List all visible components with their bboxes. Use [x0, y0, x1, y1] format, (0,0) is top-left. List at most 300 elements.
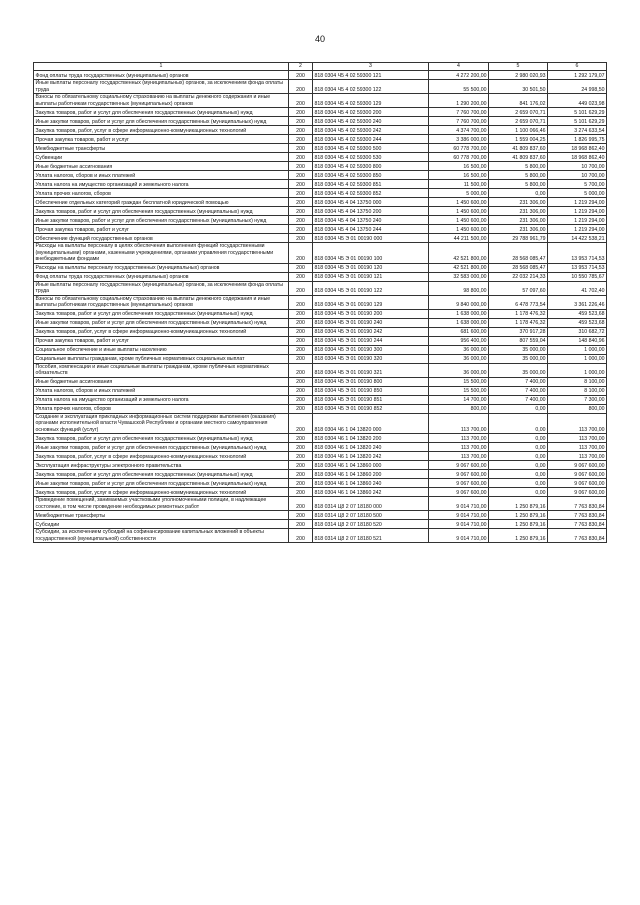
row-executed-cell: 231 306,00	[489, 198, 548, 207]
table-row	[34, 225, 607, 234]
row-budget-code-cell: 818 0304 Ч5 Э 01 00190 244	[313, 336, 429, 345]
row-line-code-cell: 200	[289, 216, 313, 225]
row-budget-code-cell: 818 0304 Ч5 Э 01 00190 800	[313, 377, 429, 386]
row-name-cell: Эксплуатация инфраструктуры электронного правительства	[34, 461, 289, 470]
row-line-code-cell: 200	[289, 225, 313, 234]
row-unexecuted-cell: 7 763 830,84	[548, 529, 607, 543]
row-approved-cell: 1 450 600,00	[429, 225, 489, 234]
table-row	[34, 377, 607, 386]
row-executed-cell: 7 400,00	[489, 386, 548, 395]
row-executed-cell: 30 501,50	[489, 80, 548, 94]
row-unexecuted-cell: 449 023,98	[548, 94, 607, 108]
row-name-cell: Расходы на выплаты персоналу государственных (муниципальных) органов	[34, 263, 289, 272]
row-line-code-cell: 200	[289, 336, 313, 345]
row-line-code-cell: 200	[289, 180, 313, 189]
row-budget-code-cell: 818 0304 Ч5 4 02 59300 850	[313, 171, 429, 180]
table-row	[34, 135, 607, 144]
row-budget-code-cell: 818 0304 Ч5 4 02 59300 240	[313, 117, 429, 126]
column-number: 2	[289, 63, 313, 71]
row-name-cell: Закупка товаров, работ, услуг в сфере информационно-коммуникационных технологий	[34, 452, 289, 461]
row-name-cell: Иные закупки товаров, работ и услуг для обеспечения государственных (муниципальных) нужд	[34, 479, 289, 488]
row-budget-code-cell: 818 0304 Ч5 Э 01 00190 120	[313, 263, 429, 272]
table-row	[34, 295, 607, 309]
row-approved-cell: 36 000,00	[429, 363, 489, 377]
row-unexecuted-cell: 8 100,00	[548, 386, 607, 395]
row-executed-cell: 1 178 476,32	[489, 309, 548, 318]
row-executed-cell: 0,00	[489, 434, 548, 443]
row-unexecuted-cell: 18 968 862,40	[548, 153, 607, 162]
table-row	[34, 443, 607, 452]
row-budget-code-cell: 818 0314 Ц8 2 07 18180 520	[313, 520, 429, 529]
row-unexecuted-cell: 13 953 714,53	[548, 263, 607, 272]
row-budget-code-cell: 818 0304 Ч5 Э 01 00190 320	[313, 354, 429, 363]
row-budget-code-cell: 818 0304 Ч5 Э 01 00190 321	[313, 363, 429, 377]
row-approved-cell: 9 014 710,00	[429, 511, 489, 520]
table-row	[34, 327, 607, 336]
table-row	[34, 153, 607, 162]
table-row	[34, 216, 607, 225]
row-unexecuted-cell: 800,00	[548, 404, 607, 413]
row-line-code-cell: 200	[289, 511, 313, 520]
row-budget-code-cell: 818 0304 Ч6 1 04 13860 200	[313, 470, 429, 479]
row-line-code-cell: 200	[289, 135, 313, 144]
row-approved-cell: 9 014 710,00	[429, 497, 489, 511]
row-budget-code-cell: 818 0304 Ч5 4 02 59300 500	[313, 144, 429, 153]
row-budget-code-cell: 818 0304 Ч6 1 04 13820 242	[313, 452, 429, 461]
row-budget-code-cell: 818 0314 Ц8 2 07 18180 000	[313, 497, 429, 511]
row-executed-cell: 0,00	[489, 479, 548, 488]
row-line-code-cell: 200	[289, 345, 313, 354]
row-approved-cell: 9 067 600,00	[429, 470, 489, 479]
row-unexecuted-cell: 459 523,68	[548, 318, 607, 327]
row-budget-code-cell: 818 0304 Ч5 4 04 13750 000	[313, 198, 429, 207]
row-executed-cell: 0,00	[489, 413, 548, 434]
row-executed-cell: 0,00	[489, 443, 548, 452]
row-unexecuted-cell: 310 682,72	[548, 327, 607, 336]
row-executed-cell: 7 400,00	[489, 377, 548, 386]
row-budget-code-cell: 818 0304 Ч5 4 02 59300 530	[313, 153, 429, 162]
table-row	[34, 404, 607, 413]
table-row	[34, 108, 607, 117]
row-line-code-cell: 200	[289, 377, 313, 386]
row-unexecuted-cell: 7 763 830,84	[548, 520, 607, 529]
row-approved-cell: 800,00	[429, 404, 489, 413]
row-unexecuted-cell: 10 550 785,67	[548, 272, 607, 281]
row-name-cell: Уплата налога на имущество организаций и земельного налога	[34, 395, 289, 404]
row-line-code-cell: 200	[289, 117, 313, 126]
table-row	[34, 470, 607, 479]
row-budget-code-cell: 818 0304 Ч5 Э 01 00190 121	[313, 272, 429, 281]
row-approved-cell: 3 386 000,00	[429, 135, 489, 144]
table-row	[34, 354, 607, 363]
row-approved-cell: 32 583 000,00	[429, 272, 489, 281]
row-name-cell: Прочая закупка товаров, работ и услуг	[34, 336, 289, 345]
row-line-code-cell: 200	[289, 470, 313, 479]
row-line-code-cell: 200	[289, 434, 313, 443]
row-approved-cell: 1 450 600,00	[429, 207, 489, 216]
row-line-code-cell: 200	[289, 386, 313, 395]
row-name-cell: Иные закупки товаров, работ и услуг для обеспечения государственных (муниципальных) нужд	[34, 117, 289, 126]
row-budget-code-cell: 818 0304 Ч5 Э 01 00190 242	[313, 327, 429, 336]
row-executed-cell: 35 000,00	[489, 345, 548, 354]
row-unexecuted-cell: 113 700,00	[548, 434, 607, 443]
row-line-code-cell: 200	[289, 189, 313, 198]
row-line-code-cell: 200	[289, 404, 313, 413]
row-executed-cell: 1 559 004,25	[489, 135, 548, 144]
row-budget-code-cell: 818 0304 Ч5 4 02 59300 200	[313, 108, 429, 117]
row-approved-cell: 9 014 710,00	[429, 520, 489, 529]
row-name-cell: Расходы на выплаты персоналу в целях обеспечения выполнения функций государственными (муниципальными) органами, казенными учреждениями, органами управления государственными внебюджетными фондами	[34, 243, 289, 264]
row-budget-code-cell: 818 0304 Ч5 4 02 59300 800	[313, 162, 429, 171]
row-approved-cell: 1 638 000,00	[429, 309, 489, 318]
row-name-cell: Создание и эксплуатация прикладных информационных систем поддержки выполнения (оказания) органами исполнительной власти Чувашской Республики и органами местного самоуправления основных функций (услуг)	[34, 413, 289, 434]
row-unexecuted-cell: 1 219 294,00	[548, 216, 607, 225]
row-budget-code-cell: 818 0304 Ч6 1 04 13820 240	[313, 443, 429, 452]
table-row	[34, 189, 607, 198]
row-line-code-cell: 200	[289, 94, 313, 108]
row-executed-cell: 0,00	[489, 404, 548, 413]
row-unexecuted-cell: 10 700,00	[548, 171, 607, 180]
table-row	[34, 71, 607, 80]
row-approved-cell: 5 000,00	[429, 189, 489, 198]
row-name-cell: Иные закупки товаров, работ и услуг для обеспечения государственных (муниципальных) нужд	[34, 318, 289, 327]
table-row	[34, 336, 607, 345]
row-line-code-cell: 200	[289, 207, 313, 216]
row-unexecuted-cell: 113 700,00	[548, 452, 607, 461]
row-executed-cell: 1 178 476,32	[489, 318, 548, 327]
row-budget-code-cell: 818 0304 Ч5 4 02 59300 244	[313, 135, 429, 144]
row-unexecuted-cell: 9 067 600,00	[548, 488, 607, 497]
row-name-cell: Обеспечение функций государственных органов	[34, 234, 289, 243]
row-executed-cell: 5 800,00	[489, 180, 548, 189]
row-approved-cell: 42 521 800,00	[429, 263, 489, 272]
table-row	[34, 413, 607, 434]
row-executed-cell: 231 306,00	[489, 225, 548, 234]
row-name-cell: Иные бюджетные ассигнования	[34, 377, 289, 386]
row-budget-code-cell: 818 0304 Ч5 4 04 13750 240	[313, 216, 429, 225]
row-unexecuted-cell: 3 361 226,46	[548, 295, 607, 309]
table-row	[34, 198, 607, 207]
row-name-cell: Иные выплаты персоналу государственных (муниципальных) органов, за исключением фонда оплаты труда	[34, 281, 289, 295]
row-name-cell: Взносы по обязательному социальному страхованию на выплаты денежного содержания и иные выплаты работникам государственных (муниципальных) органов	[34, 94, 289, 108]
row-approved-cell: 7 760 700,00	[429, 117, 489, 126]
row-budget-code-cell: 818 0304 Ч5 Э 01 00190 000	[313, 234, 429, 243]
row-name-cell: Закупка товаров, работ, услуг в сфере информационно-коммуникационных технологий	[34, 126, 289, 135]
row-executed-cell: 1 250 879,16	[489, 511, 548, 520]
row-executed-cell: 2 980 020,93	[489, 71, 548, 80]
row-line-code-cell: 200	[289, 309, 313, 318]
row-name-cell: Уплата прочих налогов, сборов	[34, 404, 289, 413]
row-name-cell: Взносы по обязательному социальному страхованию на выплаты денежного содержания и иные выплаты работникам государственных (муниципальных) органов	[34, 295, 289, 309]
row-executed-cell: 231 306,00	[489, 207, 548, 216]
row-approved-cell: 1 450 600,00	[429, 198, 489, 207]
row-line-code-cell: 200	[289, 529, 313, 543]
row-executed-cell: 1 250 879,16	[489, 529, 548, 543]
table-row	[34, 318, 607, 327]
row-name-cell: Межбюджетные трансферты	[34, 511, 289, 520]
column-number: 3	[313, 63, 429, 71]
row-name-cell: Фонд оплаты труда государственных (муниципальных) органов	[34, 71, 289, 80]
row-approved-cell: 44 211 500,00	[429, 234, 489, 243]
row-unexecuted-cell: 3 274 633,54	[548, 126, 607, 135]
row-executed-cell: 35 000,00	[489, 363, 548, 377]
row-line-code-cell: 200	[289, 488, 313, 497]
row-budget-code-cell: 818 0304 Ч5 Э 01 00190 100	[313, 243, 429, 264]
row-name-cell: Субвенции	[34, 153, 289, 162]
row-approved-cell: 956 400,00	[429, 336, 489, 345]
row-unexecuted-cell: 13 953 714,53	[548, 243, 607, 264]
row-name-cell: Прочая закупка товаров, работ и услуг	[34, 135, 289, 144]
row-unexecuted-cell: 113 700,00	[548, 413, 607, 434]
row-budget-code-cell: 818 0304 Ч5 4 02 59300 122	[313, 80, 429, 94]
row-name-cell: Социальные выплаты гражданам, кроме публичных нормативных социальных выплат	[34, 354, 289, 363]
row-approved-cell: 113 700,00	[429, 452, 489, 461]
row-name-cell: Приведение помещений, занимаемых участковыми уполномоченными полиции, в надлежащее состояние, в том числе проведение необходимых ремонтных работ	[34, 497, 289, 511]
row-budget-code-cell: 818 0304 Ч5 4 02 59300 852	[313, 189, 429, 198]
row-line-code-cell: 200	[289, 71, 313, 80]
row-unexecuted-cell: 9 067 600,00	[548, 470, 607, 479]
row-name-cell: Закупка товаров, работ и услуг для обеспечения государственных (муниципальных) нужд	[34, 309, 289, 318]
row-unexecuted-cell: 5 101 629,29	[548, 117, 607, 126]
row-executed-cell: 1 250 879,16	[489, 520, 548, 529]
row-name-cell: Уплата налога на имущество организаций и земельного налога	[34, 180, 289, 189]
table-row	[34, 144, 607, 153]
table-row	[34, 434, 607, 443]
row-unexecuted-cell: 1 292 179,07	[548, 71, 607, 80]
row-approved-cell: 36 000,00	[429, 354, 489, 363]
row-approved-cell: 9 067 600,00	[429, 488, 489, 497]
row-line-code-cell: 200	[289, 295, 313, 309]
row-name-cell: Иные закупки товаров, работ и услуг для обеспечения государственных (муниципальных) нужд	[34, 216, 289, 225]
row-executed-cell: 1 250 879,16	[489, 497, 548, 511]
row-unexecuted-cell: 24 998,50	[548, 80, 607, 94]
column-number: 6	[548, 63, 607, 71]
row-name-cell: Иные выплаты персоналу государственных (муниципальных) органов, за исключением фонда оплаты труда	[34, 80, 289, 94]
row-approved-cell: 60 778 700,00	[429, 144, 489, 153]
row-name-cell: Иные бюджетные ассигнования	[34, 162, 289, 171]
column-number: 1	[34, 63, 289, 71]
row-budget-code-cell: 818 0314 Ц8 2 07 18180 521	[313, 529, 429, 543]
row-executed-cell: 2 659 070,71	[489, 108, 548, 117]
row-budget-code-cell: 818 0304 Ч5 4 04 13750 244	[313, 225, 429, 234]
row-line-code-cell: 200	[289, 497, 313, 511]
row-executed-cell: 2 659 070,71	[489, 117, 548, 126]
row-approved-cell: 4 374 700,00	[429, 126, 489, 135]
row-executed-cell: 7 400,00	[489, 395, 548, 404]
row-approved-cell: 16 500,00	[429, 162, 489, 171]
row-executed-cell: 57 097,60	[489, 281, 548, 295]
row-unexecuted-cell: 113 700,00	[548, 443, 607, 452]
row-line-code-cell: 200	[289, 479, 313, 488]
row-line-code-cell: 200	[289, 363, 313, 377]
row-executed-cell: 0,00	[489, 488, 548, 497]
row-name-cell: Субсидии, за исключением субсидий на софинансирование капитальных вложений в объекты государственной (муниципальной) собственности	[34, 529, 289, 543]
column-number: 4	[429, 63, 489, 71]
row-unexecuted-cell: 1 000,00	[548, 363, 607, 377]
row-executed-cell: 28 568 085,47	[489, 243, 548, 264]
row-executed-cell: 22 032 214,33	[489, 272, 548, 281]
row-budget-code-cell: 818 0304 Ч6 1 04 13820 200	[313, 434, 429, 443]
row-line-code-cell: 200	[289, 243, 313, 264]
table-row	[34, 263, 607, 272]
row-name-cell: Закупка товаров, работ и услуг для обеспечения государственных (муниципальных) нужд	[34, 470, 289, 479]
table-row	[34, 529, 607, 543]
row-approved-cell: 60 778 700,00	[429, 153, 489, 162]
row-line-code-cell: 200	[289, 520, 313, 529]
column-number: 5	[489, 63, 548, 71]
row-unexecuted-cell: 14 422 538,21	[548, 234, 607, 243]
row-executed-cell: 0,00	[489, 189, 548, 198]
row-unexecuted-cell: 7 763 830,84	[548, 497, 607, 511]
row-unexecuted-cell: 1 219 294,00	[548, 225, 607, 234]
table-row	[34, 117, 607, 126]
row-line-code-cell: 200	[289, 126, 313, 135]
row-unexecuted-cell: 9 067 600,00	[548, 479, 607, 488]
row-name-cell: Закупка товаров, работ, услуг в сфере информационно-коммуникационных технологий	[34, 488, 289, 497]
row-approved-cell: 9 840 000,00	[429, 295, 489, 309]
table-row	[34, 395, 607, 404]
row-approved-cell: 7 760 700,00	[429, 108, 489, 117]
row-approved-cell: 55 500,00	[429, 80, 489, 94]
table-row	[34, 488, 607, 497]
budget-execution-table	[33, 62, 607, 543]
row-name-cell: Уплата прочих налогов, сборов	[34, 189, 289, 198]
row-executed-cell: 35 000,00	[489, 354, 548, 363]
row-budget-code-cell: 818 0304 Ч5 Э 01 00190 200	[313, 309, 429, 318]
row-line-code-cell: 200	[289, 198, 313, 207]
row-approved-cell: 14 700,00	[429, 395, 489, 404]
column-number-row	[34, 63, 607, 71]
row-executed-cell: 0,00	[489, 452, 548, 461]
row-approved-cell: 681 600,00	[429, 327, 489, 336]
row-line-code-cell: 200	[289, 443, 313, 452]
row-approved-cell: 113 700,00	[429, 434, 489, 443]
row-budget-code-cell: 818 0304 Ч5 4 02 59300 121	[313, 71, 429, 80]
row-approved-cell: 4 272 200,00	[429, 71, 489, 80]
table-row	[34, 452, 607, 461]
row-budget-code-cell: 818 0304 Ч6 1 04 13860 000	[313, 461, 429, 470]
row-line-code-cell: 200	[289, 144, 313, 153]
row-unexecuted-cell: 1 826 995,75	[548, 135, 607, 144]
row-approved-cell: 113 700,00	[429, 443, 489, 452]
row-unexecuted-cell: 5 000,00	[548, 189, 607, 198]
table-row	[34, 479, 607, 488]
row-approved-cell: 98 800,00	[429, 281, 489, 295]
row-unexecuted-cell: 1 000,00	[548, 354, 607, 363]
row-budget-code-cell: 818 0314 Ц8 2 07 18180 500	[313, 511, 429, 520]
row-executed-cell: 1 100 066,46	[489, 126, 548, 135]
row-executed-cell: 5 800,00	[489, 162, 548, 171]
row-executed-cell: 29 788 961,79	[489, 234, 548, 243]
row-line-code-cell: 200	[289, 281, 313, 295]
row-budget-code-cell: 818 0304 Ч6 1 04 13820 000	[313, 413, 429, 434]
row-unexecuted-cell: 1 000,00	[548, 345, 607, 354]
row-name-cell: Субсидии	[34, 520, 289, 529]
row-approved-cell: 15 500,00	[429, 386, 489, 395]
row-budget-code-cell: 818 0304 Ч5 4 02 59300 129	[313, 94, 429, 108]
table-row	[34, 511, 607, 520]
row-executed-cell: 231 306,00	[489, 216, 548, 225]
row-approved-cell: 9 067 600,00	[429, 461, 489, 470]
row-approved-cell: 11 500,00	[429, 180, 489, 189]
row-line-code-cell: 200	[289, 234, 313, 243]
row-name-cell: Прочая закупка товаров, работ и услуг	[34, 225, 289, 234]
table-row	[34, 234, 607, 243]
row-approved-cell: 1 638 000,00	[429, 318, 489, 327]
row-line-code-cell: 200	[289, 162, 313, 171]
table-row	[34, 272, 607, 281]
row-approved-cell: 42 521 800,00	[429, 243, 489, 264]
row-line-code-cell: 200	[289, 354, 313, 363]
row-line-code-cell: 200	[289, 327, 313, 336]
row-unexecuted-cell: 1 219 294,00	[548, 198, 607, 207]
row-executed-cell: 5 800,00	[489, 171, 548, 180]
row-name-cell: Социальное обеспечение и иные выплаты населению	[34, 345, 289, 354]
row-line-code-cell: 200	[289, 272, 313, 281]
row-line-code-cell: 200	[289, 80, 313, 94]
table-row	[34, 80, 607, 94]
row-executed-cell: 28 568 085,47	[489, 263, 548, 272]
row-approved-cell: 9 014 710,00	[429, 529, 489, 543]
table-row	[34, 162, 607, 171]
row-budget-code-cell: 818 0304 Ч6 1 04 13860 242	[313, 488, 429, 497]
row-line-code-cell: 200	[289, 153, 313, 162]
table-row	[34, 126, 607, 135]
row-unexecuted-cell: 459 523,68	[548, 309, 607, 318]
row-approved-cell: 16 500,00	[429, 171, 489, 180]
row-line-code-cell: 200	[289, 452, 313, 461]
row-executed-cell: 41 809 837,60	[489, 153, 548, 162]
row-executed-cell: 807 559,04	[489, 336, 548, 345]
row-name-cell: Уплата налогов, сборов и иных платежей	[34, 386, 289, 395]
row-unexecuted-cell: 148 840,96	[548, 336, 607, 345]
row-unexecuted-cell: 41 702,40	[548, 281, 607, 295]
row-executed-cell: 841 176,02	[489, 94, 548, 108]
row-budget-code-cell: 818 0304 Ч5 Э 01 00190 852	[313, 404, 429, 413]
table-row	[34, 180, 607, 189]
row-budget-code-cell: 818 0304 Ч5 Э 01 00190 300	[313, 345, 429, 354]
row-name-cell: Уплата налогов, сборов и иных платежей	[34, 171, 289, 180]
row-line-code-cell: 200	[289, 318, 313, 327]
row-executed-cell: 41 809 837,60	[489, 144, 548, 153]
row-budget-code-cell: 818 0304 Ч5 4 04 13750 200	[313, 207, 429, 216]
row-approved-cell: 1 450 600,00	[429, 216, 489, 225]
row-name-cell: Закупка товаров, работ и услуг для обеспечения государственных (муниципальных) нужд	[34, 108, 289, 117]
row-executed-cell: 0,00	[489, 461, 548, 470]
row-budget-code-cell: 818 0304 Ч5 4 02 59300 242	[313, 126, 429, 135]
row-name-cell: Закупка товаров, работ и услуг для обеспечения государственных (муниципальных) нужд	[34, 434, 289, 443]
row-budget-code-cell: 818 0304 Ч5 Э 01 00190 122	[313, 281, 429, 295]
row-line-code-cell: 200	[289, 395, 313, 404]
row-executed-cell: 370 917,28	[489, 327, 548, 336]
table-row	[34, 497, 607, 511]
table-row	[34, 520, 607, 529]
row-unexecuted-cell: 9 067 600,00	[548, 461, 607, 470]
row-budget-code-cell: 818 0304 Ч6 1 04 13860 240	[313, 479, 429, 488]
row-unexecuted-cell: 7 300,00	[548, 395, 607, 404]
table-row	[34, 243, 607, 264]
table-row	[34, 309, 607, 318]
table-row	[34, 207, 607, 216]
row-budget-code-cell: 818 0304 Ч5 Э 01 00190 240	[313, 318, 429, 327]
row-approved-cell: 113 700,00	[429, 413, 489, 434]
row-budget-code-cell: 818 0304 Ч5 Э 01 00190 851	[313, 395, 429, 404]
row-executed-cell: 0,00	[489, 470, 548, 479]
row-name-cell: Межбюджетные трансферты	[34, 144, 289, 153]
row-name-cell: Фонд оплаты труда государственных (муниципальных) органов	[34, 272, 289, 281]
row-approved-cell: 15 500,00	[429, 377, 489, 386]
row-unexecuted-cell: 1 219 294,00	[548, 207, 607, 216]
